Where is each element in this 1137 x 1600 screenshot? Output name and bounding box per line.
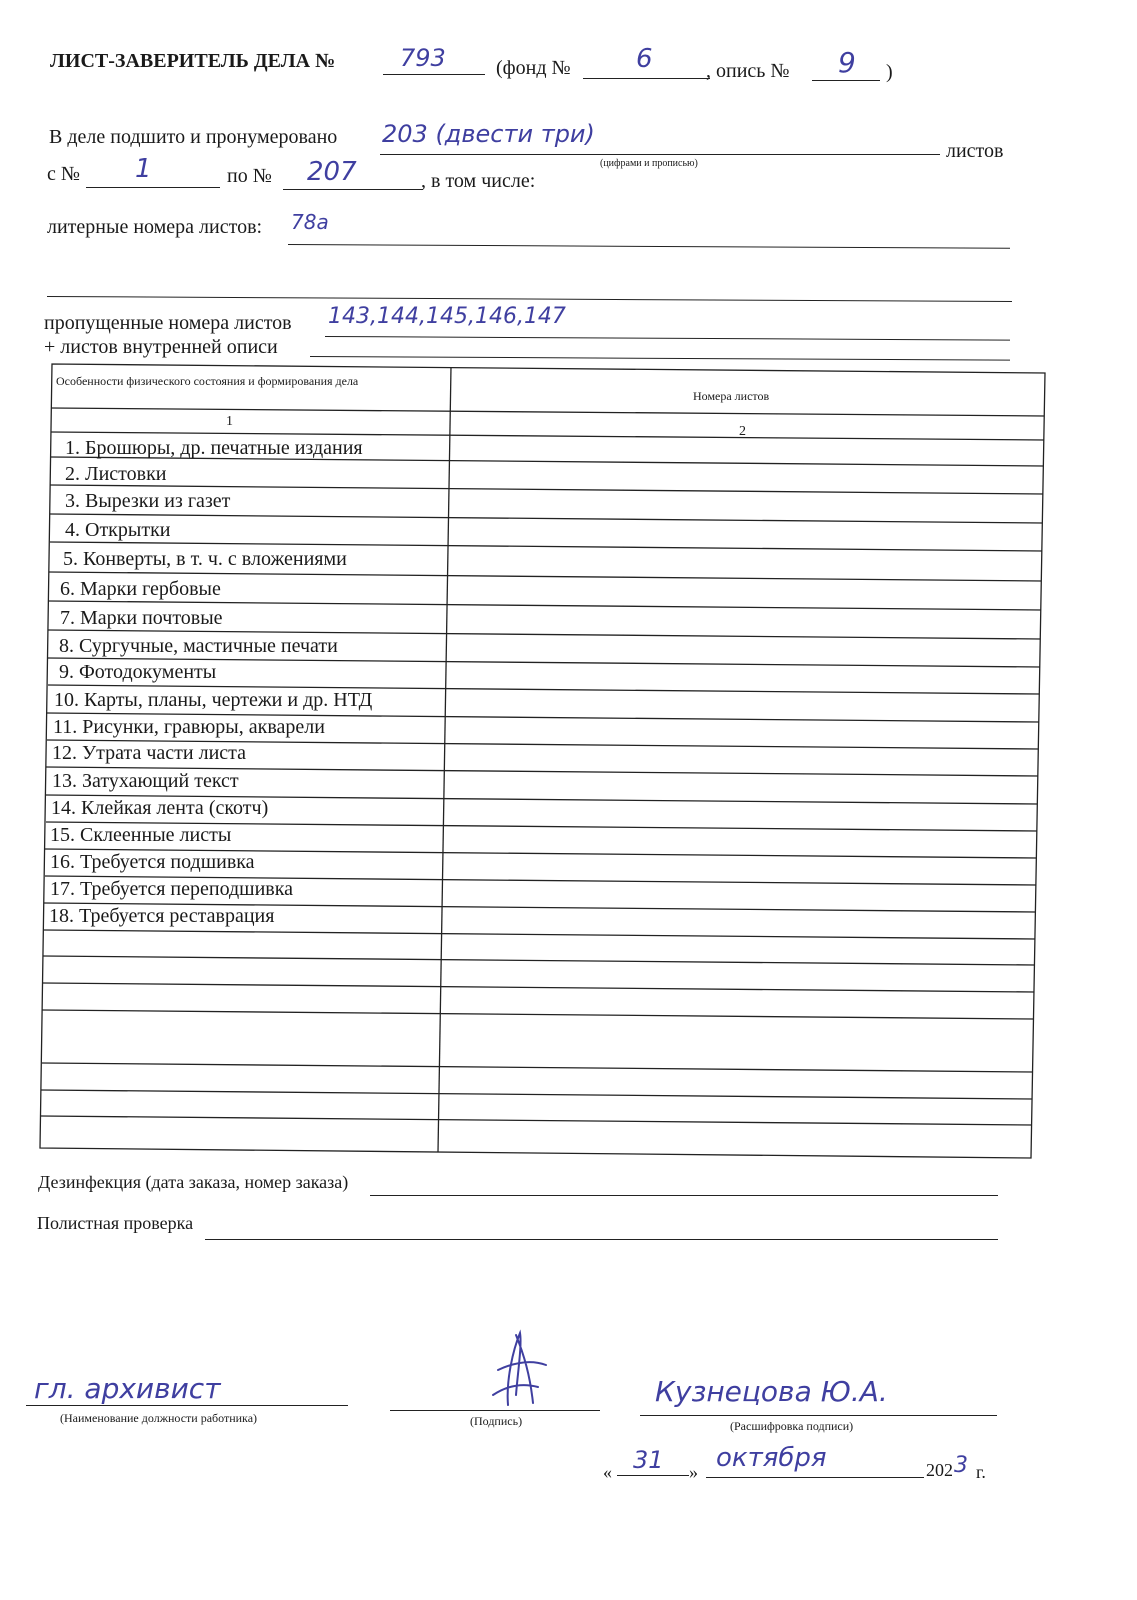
date-year-digit: 3 xyxy=(954,1453,968,1478)
opis-label: , опись № xyxy=(706,60,790,82)
from-label: с № xyxy=(47,163,80,185)
name-caption: (Расшифровка подписи) xyxy=(730,1419,854,1433)
col1-header: Особенности физического состояния и формирования дела xyxy=(56,374,359,388)
col1-number: 1 xyxy=(226,414,233,429)
table-row: 13. Затухающий текст xyxy=(52,770,239,792)
handwritten-signature xyxy=(478,1325,558,1415)
opis-value: 9 xyxy=(838,46,856,79)
table-row: 9. Фотодокументы xyxy=(59,661,217,683)
name-value: Кузнецова Ю.А. xyxy=(655,1375,888,1408)
date-close-quote: » xyxy=(689,1462,698,1482)
table-row: 8. Сургучные, мастичные печати xyxy=(59,635,338,657)
position-caption: (Наименование должности работника) xyxy=(60,1411,258,1425)
sheets-unit: листов xyxy=(946,140,1004,162)
table-row: 18. Требуется реставрация xyxy=(49,905,275,927)
fond-value: 6 xyxy=(636,44,653,74)
literal-label: литерные номера листов: xyxy=(47,216,263,238)
table-row: 15. Склеенные листы xyxy=(50,824,232,846)
to-label: по № xyxy=(227,165,272,187)
fond-label: (фонд № xyxy=(496,57,571,79)
table-row: 6. Марки гербовые xyxy=(60,578,221,600)
date-month: октября xyxy=(716,1443,827,1473)
missing-value: 143,144,145,146,147 xyxy=(328,304,566,329)
position-line xyxy=(26,1405,348,1406)
sheets-intro: В деле подшито и пронумеровано xyxy=(49,126,338,148)
table-row: 12. Утрата части листа xyxy=(52,742,247,764)
signature-caption: (Подпись) xyxy=(470,1414,523,1428)
table-row: 7. Марки почтовые xyxy=(60,607,223,629)
position-value: гл. архивист xyxy=(34,1372,221,1405)
table-row: 3. Вырезки из газет xyxy=(65,490,231,512)
table-row: 2. Листовки xyxy=(65,463,167,485)
table-row: 14. Клейкая лента (скотч) xyxy=(51,797,269,819)
table-row: 4. Открытки xyxy=(65,519,171,541)
signature-line xyxy=(390,1410,600,1411)
close-paren: ) xyxy=(886,61,893,83)
check-label: Полистная проверка xyxy=(37,1213,194,1233)
case-no-value: 793 xyxy=(400,44,446,72)
missing-label: пропущенные номера листов xyxy=(44,312,292,334)
date-open-quote: « xyxy=(603,1462,612,1482)
sheets-count-value: 203 (двести три) xyxy=(382,120,595,148)
inner-inventory-label: + листов внутренней описи xyxy=(44,336,278,358)
sheets-caption: (цифрами и прописью) xyxy=(600,158,698,169)
date-year-prefix: 202 xyxy=(926,1460,953,1480)
to-value: 207 xyxy=(307,157,357,187)
table-row: 17. Требуется переподшивка xyxy=(50,878,294,900)
disinfection-line xyxy=(370,1195,998,1196)
table-row: 1. Брошюры, др. печатные издания xyxy=(65,437,363,459)
disinfection-label: Дезинфекция (дата заказа, номер заказа) xyxy=(38,1172,349,1192)
literal-value: 78а xyxy=(291,210,329,234)
table-row: 16. Требуется подшивка xyxy=(50,851,255,873)
form-title: ЛИСТ-ЗАВЕРИТЕЛЬ ДЕЛА № xyxy=(50,50,336,72)
date-year-suffix: г. xyxy=(976,1462,986,1482)
col2-header: Номера листов xyxy=(693,389,770,403)
including-label: , в том числе: xyxy=(421,170,536,192)
name-line xyxy=(640,1415,997,1416)
from-value: 1 xyxy=(135,154,152,184)
date-month-line xyxy=(706,1477,924,1478)
table-row: 5. Конверты, в т. ч. с вложениями xyxy=(63,548,347,570)
date-day-line xyxy=(617,1475,689,1476)
check-line xyxy=(205,1239,998,1240)
table-row: 10. Карты, планы, чертежи и др. НТД xyxy=(54,689,373,711)
date-day: 31 xyxy=(633,1446,664,1474)
col2-number: 2 xyxy=(739,424,746,439)
table-row: 11. Рисунки, гравюры, акварели xyxy=(53,716,325,738)
